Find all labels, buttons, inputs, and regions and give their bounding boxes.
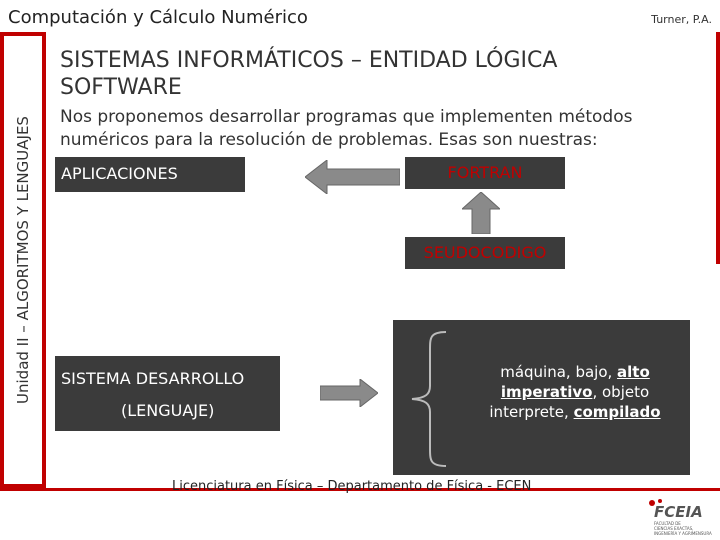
box-aplicaciones: APLICACIONES xyxy=(55,157,245,192)
sistema-line-2: (LENGUAJE) xyxy=(121,401,215,420)
intro-line-1: Nos proponemos desarrollar programas que implementen métodos xyxy=(60,107,633,127)
author-name: Turner, P.A. xyxy=(651,13,712,26)
course-title: Computación y Cálculo Numérico xyxy=(8,7,308,28)
brace-icon xyxy=(408,330,448,468)
footer-text: Licenciatura en Física – Departamento de Física - ECEN xyxy=(172,479,532,494)
left-arrow-icon xyxy=(305,160,400,194)
logo-sub-2: CIENCIAS EXACTAS, xyxy=(654,526,694,531)
heading-line-2: SOFTWARE xyxy=(60,75,182,100)
logo-name: FCEIA xyxy=(654,503,703,521)
lang-compilado: compilado xyxy=(573,403,661,421)
lang-alto: alto xyxy=(617,363,650,381)
sistema-line-1: SISTEMA DESARROLLO xyxy=(61,369,245,388)
intro-text xyxy=(60,106,680,152)
up-arrow-icon xyxy=(462,192,500,234)
box-sistema-desarrollo xyxy=(55,356,280,431)
language-types-text xyxy=(470,362,680,422)
box-seudocodigo: SEUDOCODIGO xyxy=(405,237,565,269)
lang-line-1-a: máquina, bajo, xyxy=(500,363,618,381)
lang-line-3-a: interprete, xyxy=(489,403,574,421)
logo-sub-3: INGENIERÍA Y AGRIMENSURA xyxy=(654,531,712,536)
lang-line-3 xyxy=(470,402,680,422)
lang-imperativo: imperativo xyxy=(500,383,593,401)
lang-line-1 xyxy=(470,362,680,382)
right-band xyxy=(716,32,720,264)
intro-line-2: numéricos para la resolución de problemas. Esas son nuestras: xyxy=(60,130,598,150)
unit-label: Unidad II – ALGORITMOS Y LENGUAJES xyxy=(14,116,32,404)
lang-line-2-b: , objeto xyxy=(592,383,650,401)
logo-sub-1: FACULTAD DE xyxy=(654,521,681,526)
lang-line-2 xyxy=(470,382,680,402)
box-fortran: FORTRAN xyxy=(405,157,565,189)
right-arrow-icon xyxy=(320,379,378,407)
heading-line-1: SISTEMAS INFORMÁTICOS – ENTIDAD LÓGICA xyxy=(60,48,558,73)
fceia-logo xyxy=(640,495,716,539)
slide-heading xyxy=(60,47,620,101)
